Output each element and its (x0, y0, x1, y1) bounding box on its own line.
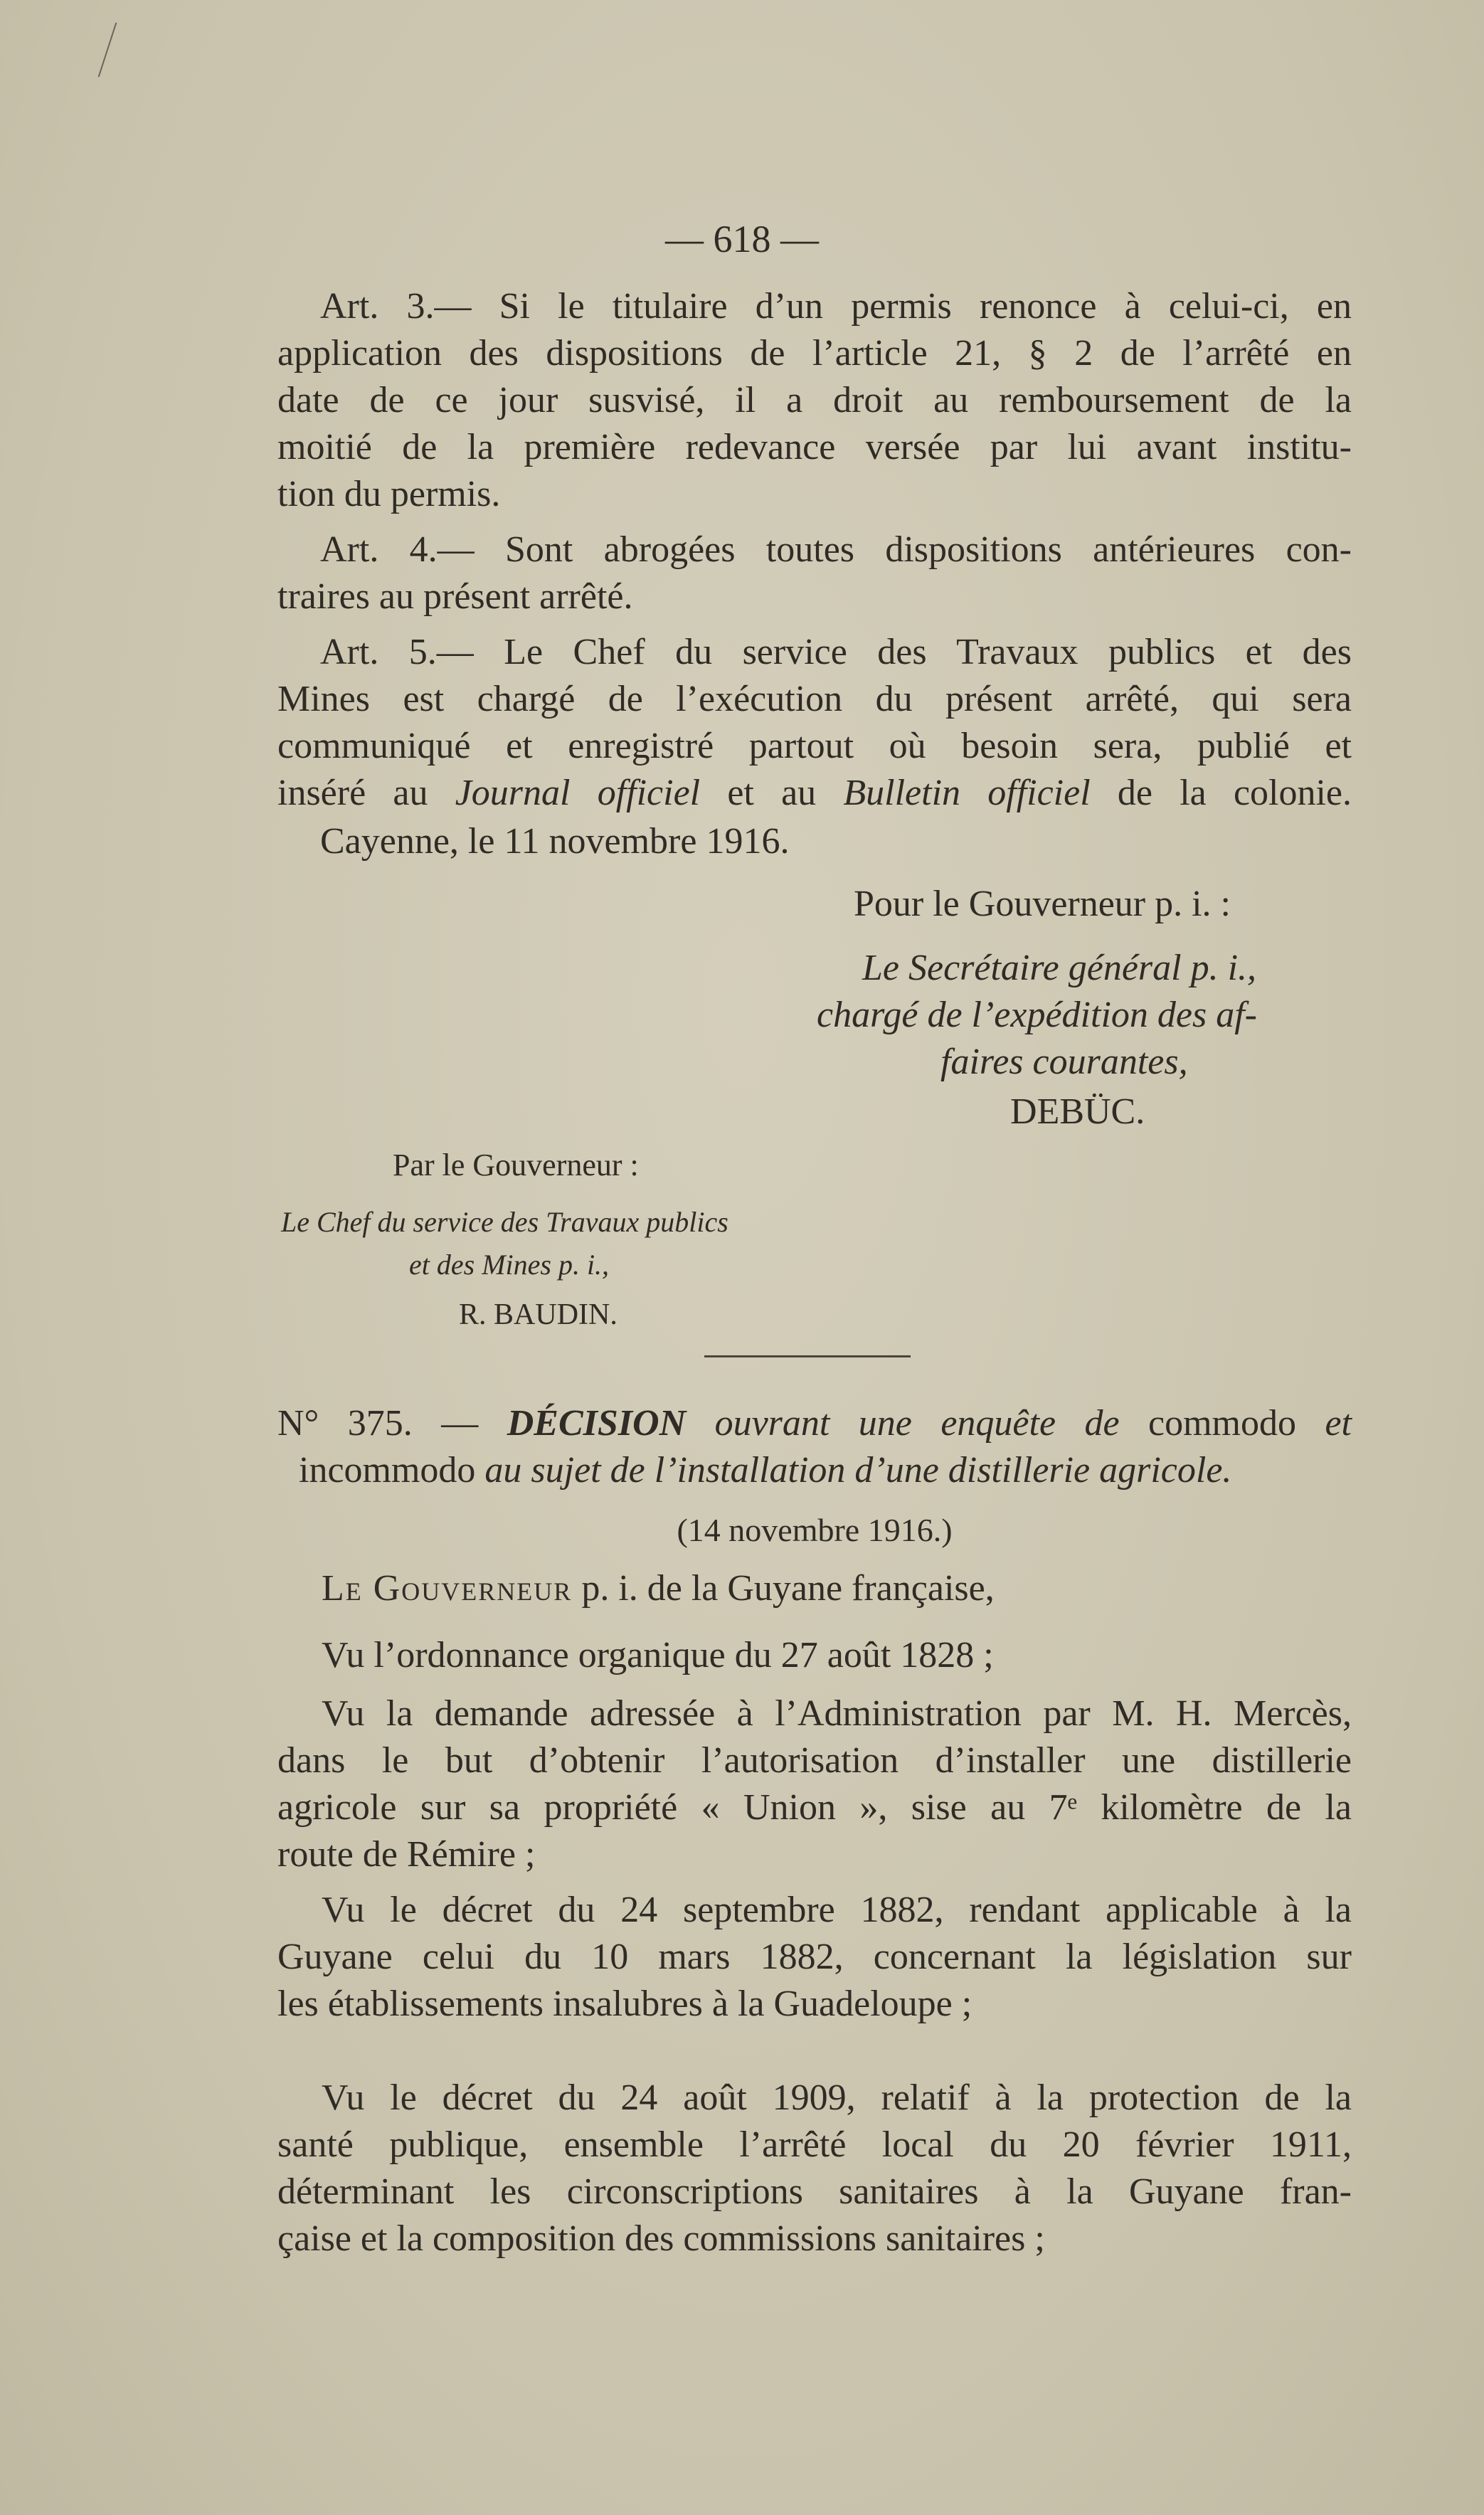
decision-title: DÉCISION (507, 1403, 687, 1444)
section-divider (704, 1355, 911, 1357)
considerant-4-line-1: Vu le décret du 24 août 1909, relatif à la protection de la (322, 2077, 1352, 2118)
bulletin-officiel: Bulletin officiel (843, 773, 1091, 813)
signature-pour: Pour le Gouverneur p. i. : (854, 884, 1231, 924)
decision-number: N° 375. — (277, 1403, 507, 1444)
decision-heading-line-2 (299, 1447, 1337, 1494)
considerant-2-line-4: route de Rémire ; (277, 1834, 536, 1875)
considerant-2-line-2: dans le but d’obtenir l’autorisation d’installer une distillerie (277, 1740, 1352, 1781)
art5-line-4 (277, 770, 1352, 817)
gouverneur-line (322, 1565, 1396, 1612)
decision-text-1: ouvrant une enquête de (686, 1403, 1149, 1444)
gouverneur-prefix: Le Gouverneur (322, 1568, 573, 1609)
considerant-3-line-3: les établissements insalubres à la Guadeloupe ; (277, 1984, 972, 2024)
considerant-3-line-2: Guyane celui du 10 mars 1882, concernant la législation sur (277, 1937, 1352, 1977)
considerant-4-line-3: déterminant les circonscriptions sanitaires à la Guyane fran- (277, 2171, 1352, 2212)
art4-line-2: traires au présent arrêté. (277, 576, 633, 617)
decision-text-2: au sujet de l’installation d’une distillerie agricole. (475, 1450, 1232, 1491)
decision-commodo: commodo (1148, 1403, 1297, 1444)
art4-line-1: Art. 4.— Sont abrogées toutes dispositions antérieures con- (320, 529, 1352, 570)
art5-last-suffix: de la colonie. (1090, 773, 1352, 813)
art5-et-au: et au (700, 773, 844, 813)
art3-line-3: date de ce jour susvisé, il a droit au remboursement de la (277, 380, 1352, 420)
signature-title-2: chargé de l’expédition des af- (817, 995, 1257, 1035)
considerant-2-line-1: Vu la demande adressée à l’Administration par M. H. Mercès, (322, 1693, 1352, 1734)
signature-par: Par le Gouverneur : (393, 1148, 639, 1182)
art5-line-1: Art. 5.— Le Chef du service des Travaux publics et des (320, 632, 1352, 672)
signature-name-left: R. BAUDIN. (459, 1298, 618, 1331)
journal-officiel: Journal officiel (455, 773, 701, 813)
art3-line-5: tion du permis. (277, 474, 501, 514)
margin-pencil-mark (98, 23, 117, 78)
signature-title-3: faires courantes, (940, 1042, 1188, 1082)
decision-heading-line-1 (277, 1400, 1352, 1447)
signature-chef-1: Le Chef du service des Travaux publics (281, 1206, 728, 1238)
art5-line-2: Mines est chargé de l’exécution du présent arrêté, qui sera (277, 679, 1352, 719)
date-line: Cayenne, le 11 novembre 1916. (320, 821, 790, 862)
decision-et: et (1296, 1403, 1352, 1444)
art5-last-prefix: inséré au (277, 773, 455, 813)
decision-incommodo: incommodo (299, 1450, 476, 1491)
art3-line-1: Art. 3.— Si le titulaire d’un permis renonce à celui-ci, en (320, 286, 1352, 327)
signature-title-1: Le Secrétaire général p. i., (862, 948, 1257, 988)
considerant-1-line-1: Vu l’ordonnance organique du 27 août 1828 ; (322, 1635, 994, 1675)
art3-line-2: application des dispositions de l’article 21, § 2 de l’arrêté en (277, 333, 1352, 374)
art5-line-3: communiqué et enregistré partout où besoin sera, publié et (277, 726, 1352, 766)
signature-name-right: DEBÜC. (1010, 1091, 1145, 1132)
considerant-4-line-2: santé publique, ensemble l’arrêté local du 20 février 1911, (277, 2124, 1352, 2165)
considerant-3-line-1: Vu le décret du 24 septembre 1882, rendant applicable à la (322, 1890, 1352, 1930)
art3-line-4: moitié de la première redevance versée par lui avant institu- (277, 427, 1352, 467)
signature-chef-2: et des Mines p. i., (409, 1249, 610, 1281)
gouverneur-rest: p. i. de la Guyane française, (572, 1568, 995, 1609)
page-number: — 618 — (665, 218, 819, 260)
considerant-2-line-3: agricole sur sa propriété « Union », sise au 7ᵉ kilomètre de la (277, 1787, 1352, 1828)
decision-date: (14 novembre 1916.) (677, 1512, 953, 1548)
considerant-4-line-4: çaise et la composition des commissions sanitaires ; (277, 2218, 1045, 2259)
